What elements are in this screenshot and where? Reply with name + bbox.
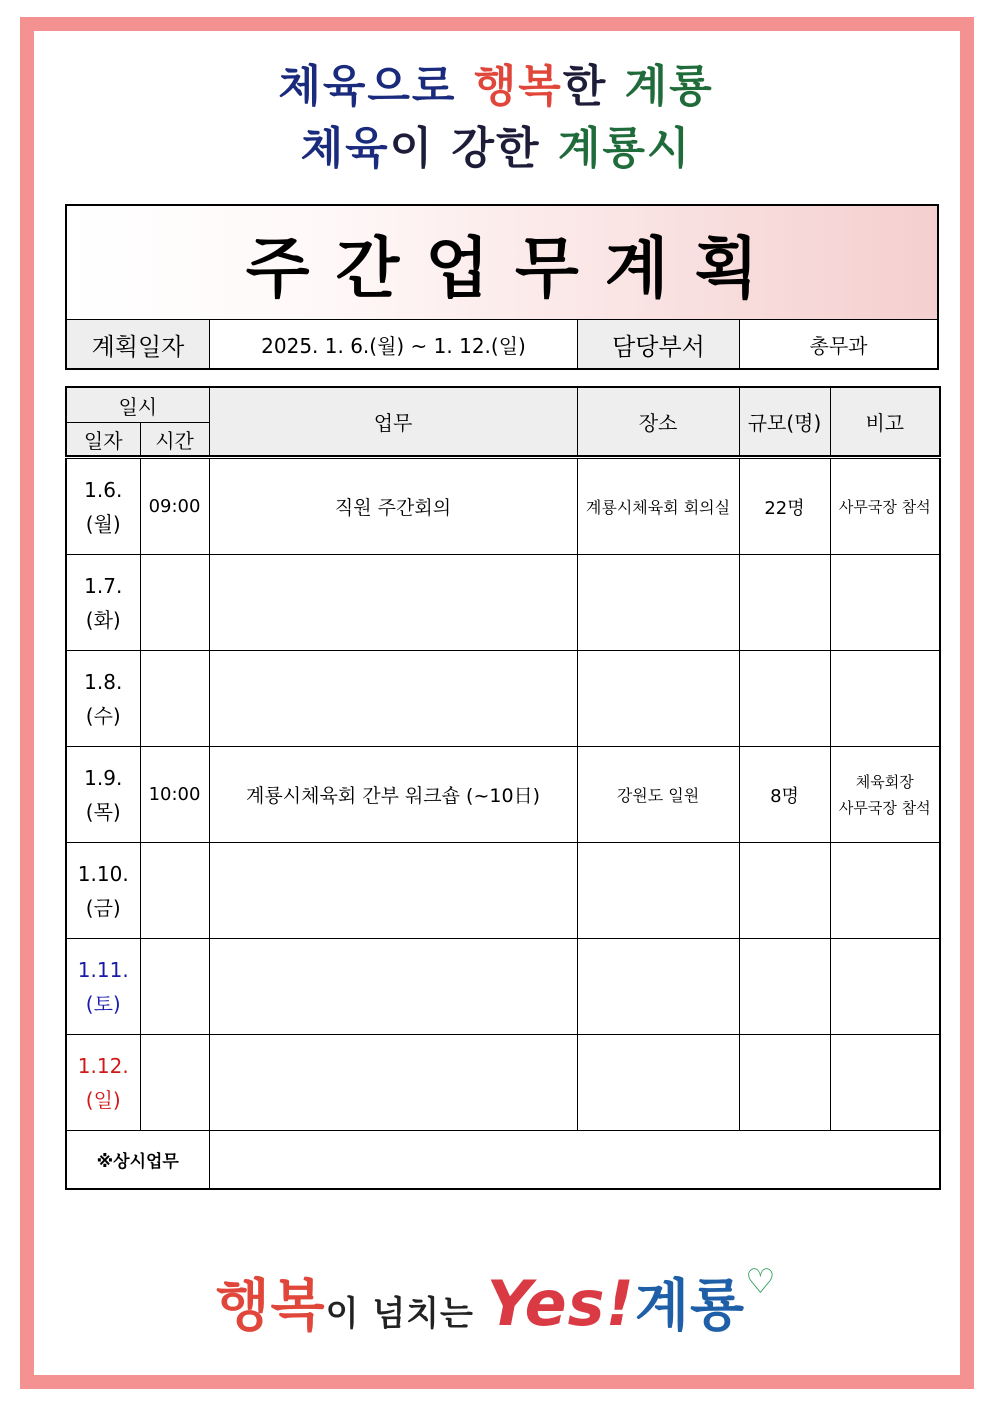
slogan-part: 계룡시 — [557, 123, 692, 174]
date-text: 1.8. — [84, 669, 123, 694]
row-place — [577, 651, 739, 747]
row-task — [209, 1035, 577, 1131]
info-row — [67, 320, 937, 368]
row-place: 강원도 일원 — [577, 747, 739, 843]
row-note — [830, 651, 940, 747]
title-bar — [67, 206, 937, 320]
row-time — [140, 555, 209, 651]
table-row — [66, 458, 940, 555]
row-place: 계룡시체육회 회의실 — [577, 458, 739, 555]
row-date — [66, 458, 140, 555]
plan-date-label: 계획일자 — [67, 320, 210, 368]
table-row — [66, 1035, 940, 1131]
table-row — [66, 555, 940, 651]
row-task: 계룡시체육회 간부 워크숍 (~10日) — [209, 747, 577, 843]
row-size — [739, 555, 830, 651]
logo-part: 계룡 — [634, 1274, 746, 1339]
slogan-part: 한 — [562, 61, 625, 112]
weekday-text: (화) — [85, 607, 121, 632]
slogan-part: 체육 — [300, 123, 390, 174]
title-box — [65, 204, 939, 370]
row-size — [739, 939, 830, 1035]
row-place — [577, 1035, 739, 1131]
row-time: 09:00 — [140, 458, 209, 555]
slogan-part: 행복 — [473, 61, 563, 112]
row-note — [830, 458, 940, 555]
weekday-text: (수) — [85, 703, 121, 728]
plan-date-value: 2025. 1. 6.(월) ~ 1. 12.(일) — [210, 320, 578, 368]
row-time — [140, 651, 209, 747]
row-task — [209, 651, 577, 747]
row-task: 직원 주간회의 — [209, 458, 577, 555]
note-line: 사무국장 참석 — [838, 798, 931, 817]
row-date — [66, 747, 140, 843]
date-text: 1.10. — [77, 861, 129, 886]
date-text: 1.12. — [77, 1053, 129, 1078]
row-date — [66, 939, 140, 1035]
weekday-text: (일) — [85, 1087, 121, 1112]
row-note — [830, 1035, 940, 1131]
row-note — [830, 939, 940, 1035]
row-place — [577, 939, 739, 1035]
row-size: 8명 — [739, 747, 830, 843]
slogan-part: 계룡 — [624, 61, 714, 112]
slogan-line-2 — [0, 112, 992, 176]
row-time — [140, 939, 209, 1035]
logo-part: 행복 — [215, 1274, 326, 1339]
row-place — [577, 843, 739, 939]
row-size — [739, 843, 830, 939]
header-place: 장소 — [577, 387, 739, 456]
footer-row — [66, 1131, 940, 1190]
date-text: 1.7. — [84, 573, 123, 598]
row-time: 10:00 — [140, 747, 209, 843]
date-text: 1.11. — [77, 957, 129, 982]
page-title: 주간업무계획 — [245, 230, 785, 307]
logo-part: Yes! — [486, 1267, 635, 1340]
row-size: 22명 — [739, 458, 830, 555]
footer-label: ※상시업무 — [66, 1131, 209, 1190]
row-size — [739, 651, 830, 747]
schedule-table — [65, 386, 941, 1190]
row-size — [739, 1035, 830, 1131]
row-task — [209, 939, 577, 1035]
row-date — [66, 1035, 140, 1131]
row-note — [830, 843, 940, 939]
table-row — [66, 747, 940, 843]
weekday-text: (월) — [85, 511, 121, 536]
header-size: 규모(명) — [739, 387, 830, 456]
table-row — [66, 843, 940, 939]
row-date — [66, 651, 140, 747]
row-note — [830, 747, 940, 843]
dept-label: 담당부서 — [578, 320, 740, 368]
row-time — [140, 1035, 209, 1131]
header-datetime: 일시 — [66, 387, 209, 423]
header-note: 비고 — [830, 387, 940, 456]
weekday-text: (토) — [85, 991, 121, 1016]
row-time — [140, 843, 209, 939]
bottom-logo — [0, 1262, 992, 1342]
table-row — [66, 651, 940, 747]
header-time: 시간 — [140, 423, 209, 456]
logo-part: 이 넘치는 — [325, 1294, 487, 1334]
dept-value: 총무과 — [809, 333, 868, 358]
row-date — [66, 555, 140, 651]
slogan-part: 체육으로 — [278, 61, 474, 112]
slogan-line-1 — [0, 50, 992, 114]
slogan-part: 이 강한 — [389, 123, 558, 174]
date-text: 1.6. — [84, 477, 123, 502]
weekday-text: (금) — [85, 895, 121, 920]
row-note — [830, 555, 940, 651]
row-task — [209, 555, 577, 651]
note-line: 사무국장 참석 — [838, 497, 931, 516]
heart-icon: ♡ — [745, 1262, 777, 1302]
header-task: 업무 — [209, 387, 577, 456]
note-line: 체육회장 — [855, 772, 914, 791]
header-date: 일자 — [66, 423, 140, 456]
table-row — [66, 939, 940, 1035]
footer-value — [209, 1131, 940, 1190]
row-task — [209, 843, 577, 939]
weekday-text: (목) — [85, 799, 121, 824]
date-text: 1.9. — [84, 765, 123, 790]
row-place — [577, 555, 739, 651]
row-date — [66, 843, 140, 939]
